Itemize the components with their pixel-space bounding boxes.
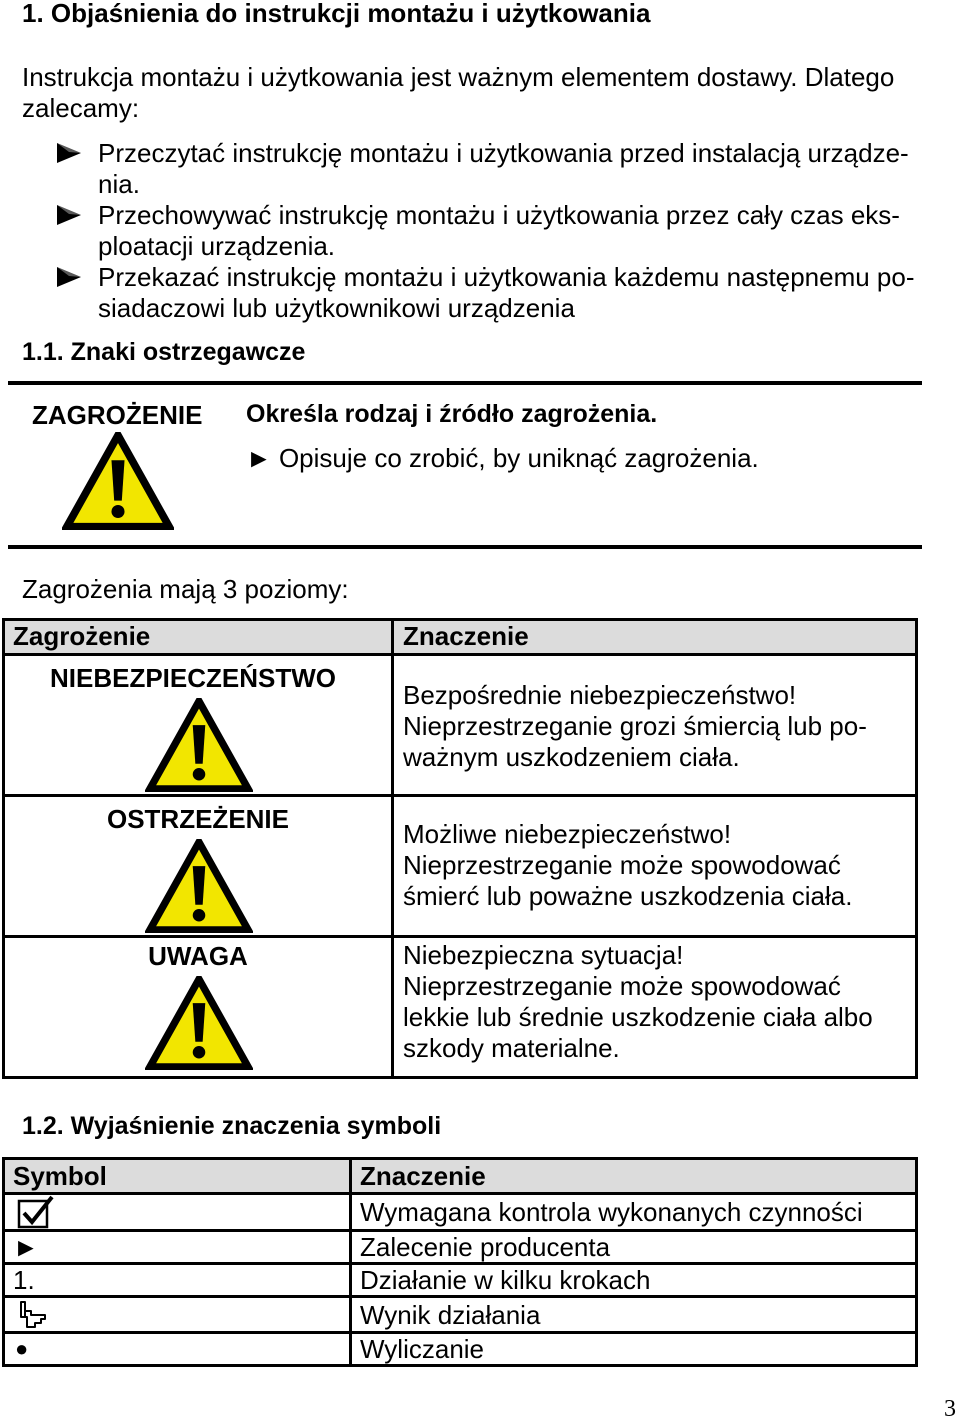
divider-top [8, 381, 922, 385]
recommendation-line: Przechowywać instrukcję montażu i użytkowania przez cały czas eks- [98, 200, 900, 230]
meaning-cell [393, 796, 917, 937]
meaning-line: ważnym uszkodzeniem ciała. [403, 742, 740, 772]
danger-box-instruction: ► Opisuje co zrobić, by uniknąć zagrożenia. [246, 443, 759, 473]
triangle-bullet-icon [56, 203, 82, 227]
level-label-caution: UWAGA [148, 941, 248, 971]
symbol-meaning: Zalecenie producenta [351, 1231, 917, 1264]
recommendation-line: Przekazać instrukcję montażu i użytkowania każdemu następnemu po- [98, 262, 915, 292]
symbol-meaning: Wymagana kontrola wykonanych czynności [351, 1194, 917, 1231]
section-1-1-title: 1.1. Znaki ostrzegawcze [22, 338, 306, 366]
danger-box-label: ZAGROŻENIE [32, 400, 203, 430]
meaning-line: szkody materialne. [403, 1033, 620, 1063]
divider-bottom [8, 545, 922, 549]
symbol-meaning: Wynik działania [351, 1297, 917, 1333]
meaning-line: Nieprzestrzeganie grozi śmiercią lub po- [403, 711, 867, 741]
meaning-line: Nieprzestrzeganie może spowodować [403, 971, 841, 1001]
hazard-level-cell [4, 796, 393, 937]
hazard-level-cell [4, 655, 393, 796]
meaning-line: Bezpośrednie niebezpieczeństwo! [403, 680, 797, 710]
warning-triangle-icon [145, 698, 253, 792]
table-row [4, 1297, 917, 1333]
symbol-cell: 1. [4, 1264, 351, 1297]
meaning-line: Możliwe niebezpieczeństwo! [403, 819, 732, 849]
symbol-cell [4, 1194, 351, 1231]
symbol-cell [4, 1333, 351, 1366]
hazard-level-cell [4, 937, 393, 1078]
symbol-cell [4, 1297, 351, 1333]
meaning-line: lekkie lub średnie uszkodzenie ciała albo [403, 1002, 873, 1032]
warning-triangle-icon [145, 976, 253, 1070]
triangle-bullet-icon [56, 141, 82, 165]
levels-intro: Zagrożenia mają 3 poziomy: [22, 574, 349, 604]
table-row [4, 1231, 917, 1264]
danger-box-description: Określa rodzaj i źródło zagrożenia. [246, 400, 658, 428]
recommendation-line: nia. [98, 169, 140, 199]
column-header-hazard: Zagrożenie [4, 620, 393, 655]
column-header-symbol: Symbol [4, 1159, 351, 1194]
page-number: 3 [944, 1396, 956, 1422]
meaning-line: Niebezpieczna sytuacja! [403, 940, 684, 970]
meaning-line: śmierć lub poważne uszkodzenia ciała. [403, 881, 853, 911]
meaning-cell [393, 655, 917, 796]
table-header-row [4, 620, 917, 655]
section-1-2-title: 1.2. Wyjaśnienie znaczenia symboli [22, 1112, 442, 1140]
hand-pointer-icon [17, 1299, 49, 1331]
table-row [4, 1264, 917, 1297]
warning-triangle-icon [62, 432, 174, 530]
bullet-dot-icon: ● [15, 1336, 29, 1362]
table-row [4, 655, 917, 796]
table-row [4, 796, 917, 937]
recommendation-line: ploatacji urządzenia. [98, 231, 336, 261]
table-row [4, 1194, 917, 1231]
triangle-bullet-icon [56, 265, 82, 289]
hazard-levels-table [2, 618, 918, 1079]
level-label-warning: OSTRZEŻENIE [106, 804, 289, 834]
symbol-cell [4, 1231, 351, 1264]
triangle-bullet-icon: ► [13, 1232, 39, 1263]
intro-line-1: Instrukcja montażu i użytkowania jest ważnym elementem dostawy. Dlatego [22, 62, 895, 92]
level-label-danger: NIEBEZPIECZEŃSTWO [49, 663, 336, 693]
table-header-row [4, 1159, 917, 1194]
symbol-meaning: Działanie w kilku krokach [351, 1264, 917, 1297]
recommendation-line: siadaczowi lub użytkownikowi urządzenia [98, 293, 575, 323]
recommendation-line: Przeczytać instrukcję montażu i użytkowania przed instalacją urządze- [98, 138, 909, 168]
warning-triangle-icon [145, 839, 253, 933]
page-heading: 1. Objaśnienia do instrukcji montażu i użytkowania [22, 0, 651, 28]
meaning-cell [393, 937, 917, 1078]
meaning-line: Nieprzestrzeganie może spowodować [403, 850, 841, 880]
intro-text [22, 62, 894, 124]
symbol-meaning: Wyliczanie [351, 1333, 917, 1366]
intro-line-2: zalecamy: [22, 93, 140, 123]
column-header-meaning: Znaczenie [393, 620, 917, 655]
table-row [4, 937, 917, 1078]
checkbox-check-icon [17, 1195, 55, 1229]
column-header-meaning: Znaczenie [351, 1159, 917, 1194]
table-row [4, 1333, 917, 1366]
symbols-table [2, 1157, 918, 1367]
